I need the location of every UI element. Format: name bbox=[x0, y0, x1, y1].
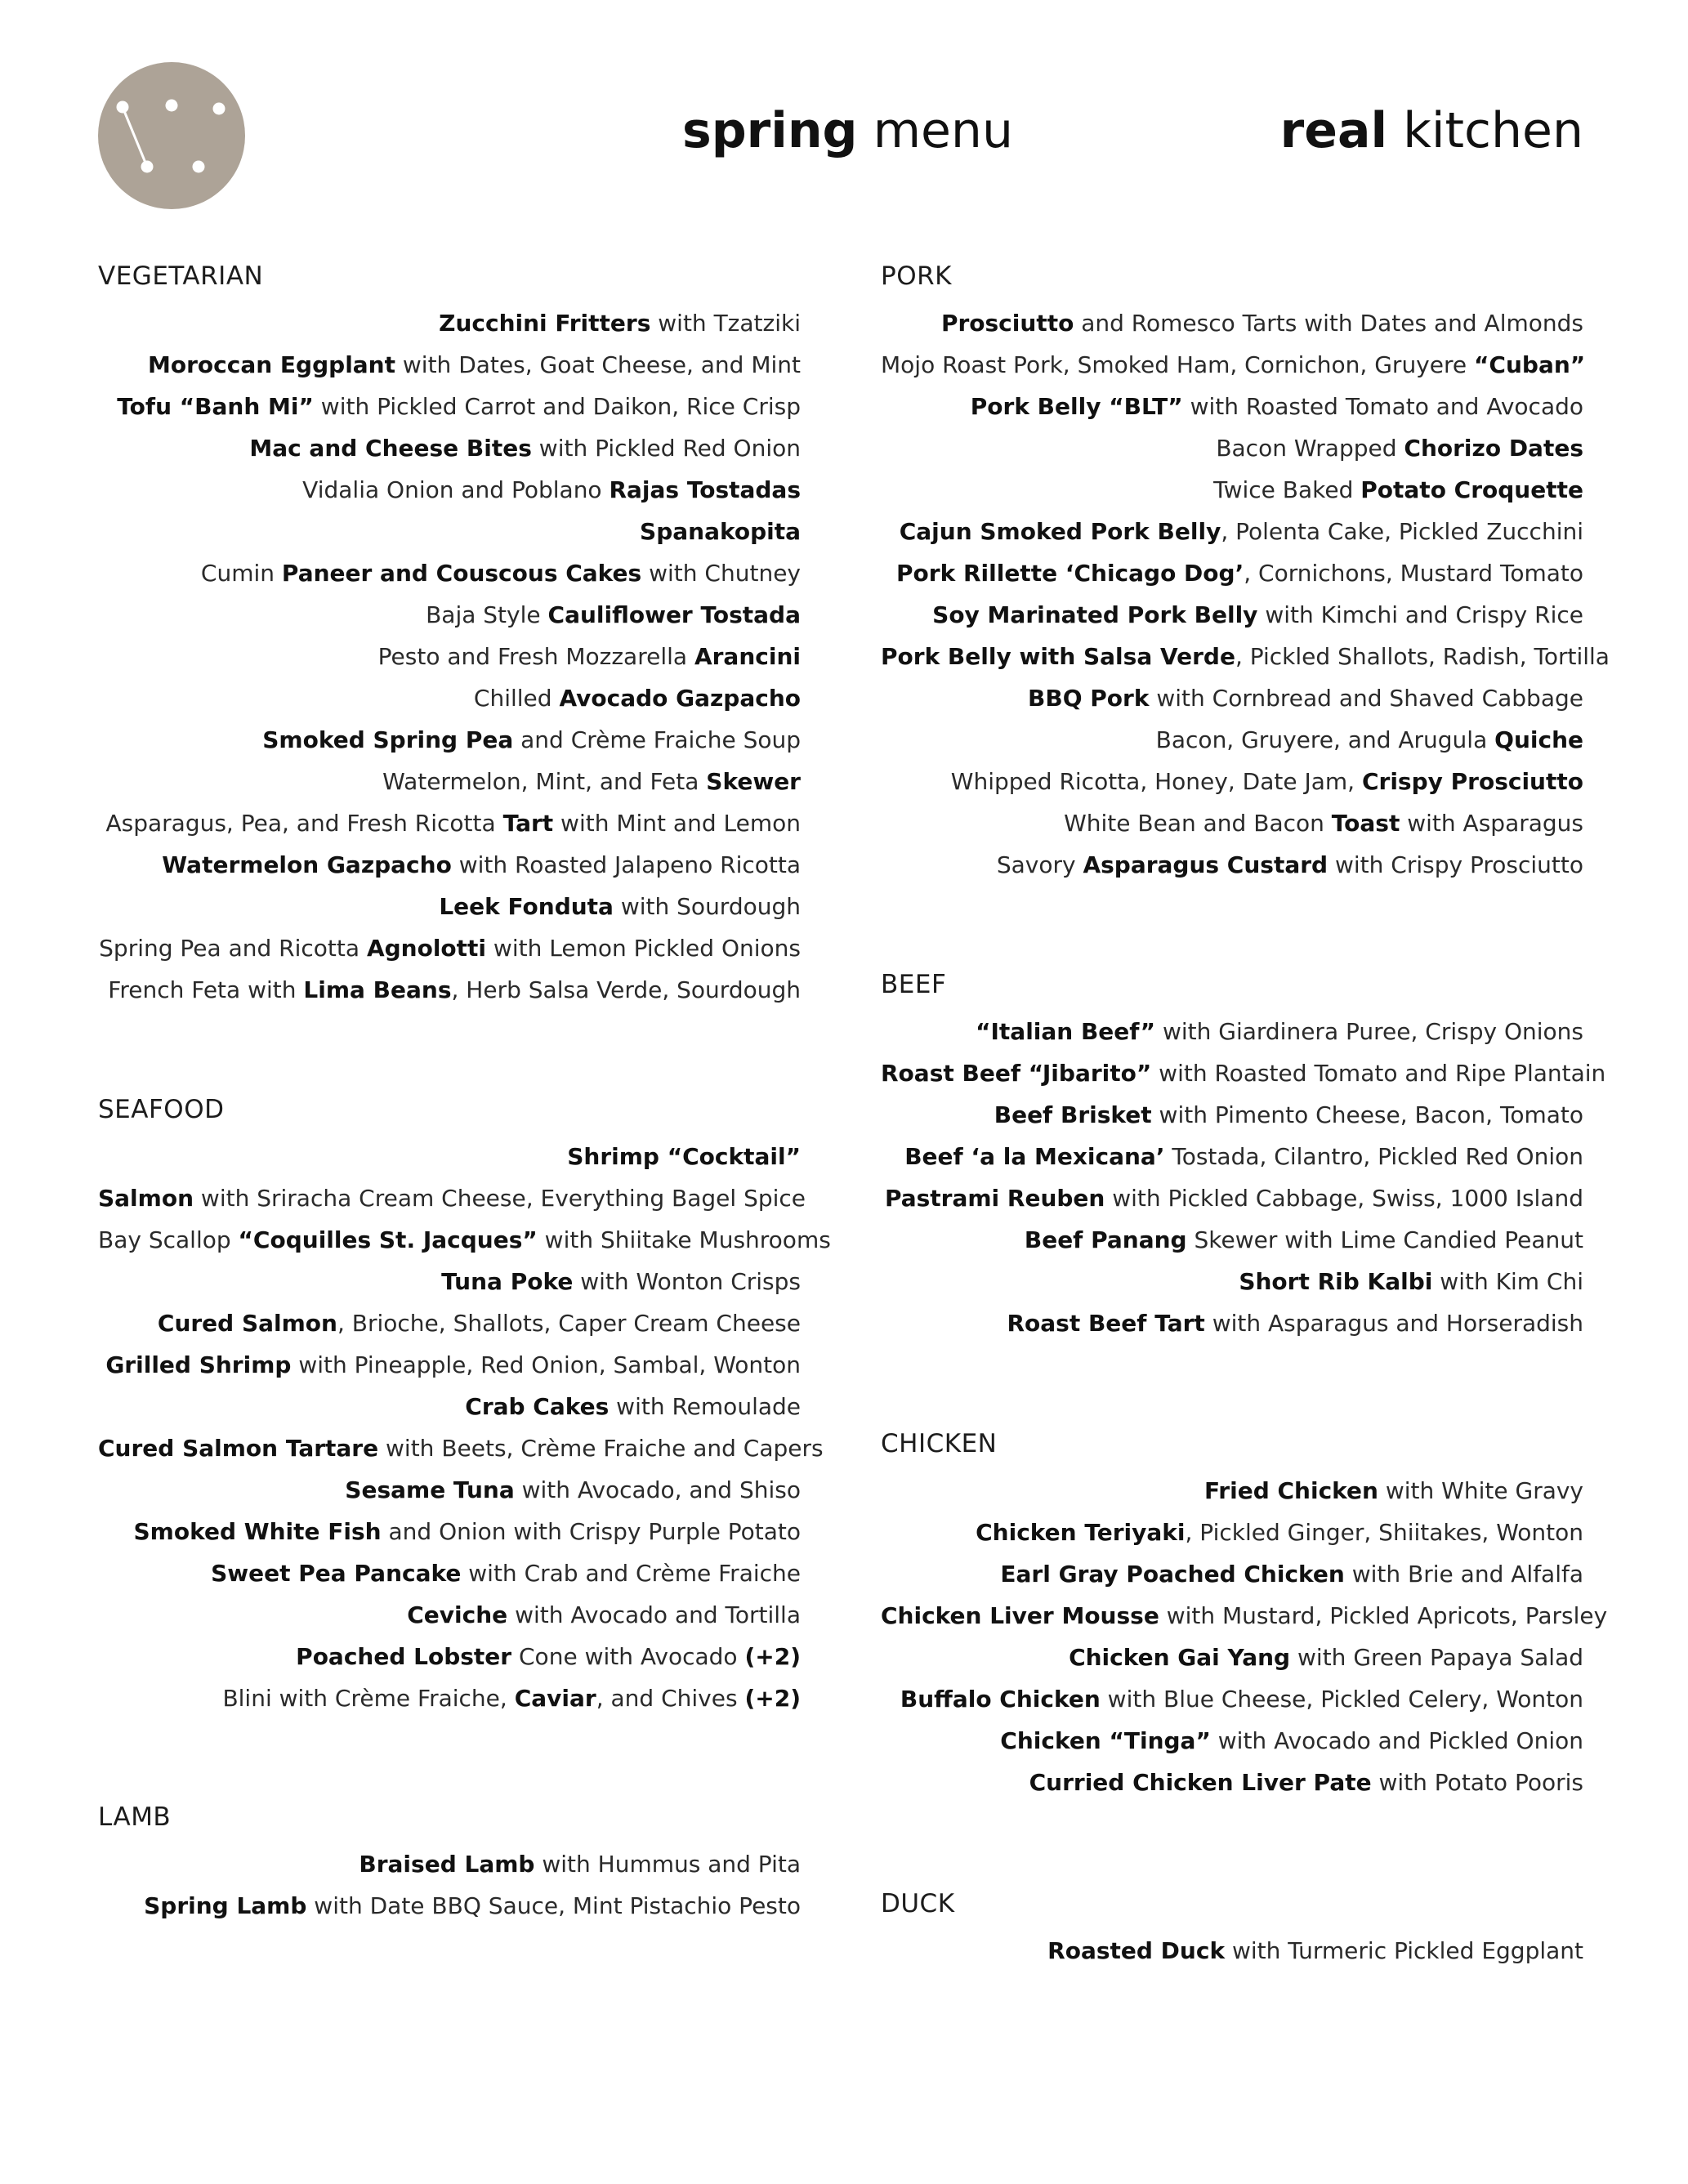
dish-name: Cured Salmon Tartare bbox=[98, 1435, 379, 1462]
dish-name: Chorizo Dates bbox=[1404, 435, 1583, 462]
dish-description: Baja Style bbox=[426, 601, 548, 628]
menu-item bbox=[98, 1219, 831, 1261]
dish-name: Smoked White Fish bbox=[133, 1518, 382, 1545]
menu-item bbox=[881, 1512, 1583, 1553]
dish-description: with Lemon Pickled Onions bbox=[486, 935, 801, 962]
dish-description: with Potato Pooris bbox=[1371, 1769, 1583, 1796]
menu-item bbox=[881, 594, 1583, 636]
dish-description: Bacon Wrapped bbox=[1216, 435, 1404, 462]
brand-title-light: kitchen bbox=[1403, 102, 1583, 159]
dish-name: Roasted Duck bbox=[1047, 1937, 1226, 1964]
dish-description: Cone with Avocado bbox=[511, 1643, 745, 1670]
dish-name: Mac and Cheese Bites bbox=[249, 435, 532, 462]
menu-item bbox=[881, 1219, 1583, 1261]
menu-title bbox=[682, 96, 1013, 165]
dish-description: with Cornbread and Shaved Cabbage bbox=[1149, 685, 1583, 712]
dish-name: Agnolotti bbox=[366, 935, 487, 962]
menu-list bbox=[881, 1930, 1583, 1972]
menu-item bbox=[881, 1177, 1583, 1219]
dish-description: and Romesco Tarts with Dates and Almonds bbox=[1074, 310, 1583, 337]
dish-description: with Kim Chi bbox=[1432, 1268, 1583, 1295]
dish-name: Asparagus Custard bbox=[1083, 851, 1329, 878]
menu-item bbox=[881, 1678, 1583, 1720]
dish-name: (+2) bbox=[744, 1685, 801, 1712]
menu-item bbox=[98, 1843, 801, 1885]
menu-item bbox=[98, 1261, 801, 1302]
dish-name: Chicken Teriyaki bbox=[976, 1519, 1186, 1546]
section-title: VEGETARIAN bbox=[98, 261, 264, 291]
menu-item bbox=[881, 1637, 1583, 1678]
menu-item bbox=[98, 386, 801, 427]
dish-name: Beef Brisket bbox=[994, 1101, 1152, 1128]
dish-description: with Asparagus and Horseradish bbox=[1204, 1310, 1583, 1337]
menu-item bbox=[881, 344, 1586, 386]
menu-item bbox=[98, 761, 801, 802]
dish-description: with Green Papaya Salad bbox=[1290, 1644, 1583, 1671]
menu-item bbox=[881, 1762, 1583, 1803]
section-vegetarian bbox=[98, 260, 801, 1011]
dish-description: with Pimento Cheese, Bacon, Tomato bbox=[1151, 1101, 1583, 1128]
menu-item bbox=[98, 302, 801, 344]
menu-item bbox=[98, 677, 801, 719]
menu-item bbox=[881, 469, 1583, 511]
dish-description: with Roasted Jalapeno Ricotta bbox=[451, 851, 801, 878]
dish-name: Rajas Tostadas bbox=[609, 476, 801, 503]
dish-name: Beef Panang bbox=[1024, 1226, 1187, 1253]
dish-description: with Date BBQ Sauce, Mint Pistachio Pesto bbox=[306, 1892, 801, 1919]
dish-description: with Chutney bbox=[641, 560, 801, 587]
dish-description: with Turmeric Pickled Eggplant bbox=[1225, 1937, 1583, 1964]
menu-item bbox=[98, 927, 801, 969]
menu-list bbox=[881, 302, 1610, 886]
section-seafood bbox=[98, 1093, 831, 1719]
dish-name: Tofu “Banh Mi” bbox=[117, 393, 314, 420]
dish-name: Crab Cakes bbox=[465, 1393, 610, 1420]
dish-description: with Pickled Red Onion bbox=[531, 435, 801, 462]
menu-item bbox=[98, 1511, 801, 1552]
menu-item bbox=[98, 886, 801, 927]
brand-title bbox=[1280, 96, 1583, 165]
dish-name: Sweet Pea Pancake bbox=[211, 1560, 462, 1587]
dish-name: Roast Beef “Jibarito” bbox=[881, 1060, 1152, 1087]
menu-item bbox=[881, 511, 1583, 552]
dish-description: with Pineapple, Red Onion, Sambal, Wonton bbox=[291, 1351, 801, 1378]
menu-item bbox=[881, 1052, 1606, 1094]
dish-description: Blini with Crème Fraiche, bbox=[222, 1685, 515, 1712]
dish-description: with Blue Cheese, Pickled Celery, Wonton bbox=[1100, 1686, 1583, 1713]
constellation-logo-icon bbox=[98, 62, 245, 209]
dish-name: Avocado Gazpacho bbox=[559, 685, 801, 712]
dish-name: Shrimp “Cocktail” bbox=[567, 1143, 801, 1170]
dish-description: Whipped Ricotta, Honey, Date Jam, bbox=[950, 768, 1362, 795]
dish-description: and Crème Fraiche Soup bbox=[513, 726, 801, 753]
menu-item bbox=[98, 1344, 801, 1386]
dish-description: with Mustard, Pickled Apricots, Parsley bbox=[1159, 1602, 1608, 1629]
dish-description: with Pickled Carrot and Daikon, Rice Crisp bbox=[313, 393, 801, 420]
dish-description: , Pickled Shallots, Radish, Tortilla bbox=[1235, 643, 1610, 670]
dish-name: Smoked Spring Pea bbox=[262, 726, 514, 753]
dish-description: Pesto and Fresh Mozzarella bbox=[377, 643, 694, 670]
menu-item bbox=[881, 1011, 1583, 1052]
dish-description: , and Chives bbox=[596, 1685, 745, 1712]
dish-name: BBQ Pork bbox=[1028, 685, 1150, 712]
dish-description: Vidalia Onion and Poblano bbox=[302, 476, 610, 503]
dish-description: , Herb Salsa Verde, Sourdough bbox=[451, 976, 801, 1003]
menu-item bbox=[98, 1177, 806, 1219]
dish-name: Short Rib Kalbi bbox=[1239, 1268, 1433, 1295]
menu-item bbox=[98, 511, 801, 552]
dish-name: Grilled Shrimp bbox=[105, 1351, 292, 1378]
dish-name: Lima Beans bbox=[303, 976, 452, 1003]
menu-list bbox=[881, 1470, 1608, 1803]
menu-item bbox=[881, 1094, 1583, 1136]
section-title: BEEF bbox=[881, 970, 947, 999]
dish-description: Savory bbox=[996, 851, 1083, 878]
section-duck bbox=[881, 1887, 1583, 1972]
dish-description: with Pickled Cabbage, Swiss, 1000 Island bbox=[1105, 1185, 1583, 1212]
dish-description: with Remoulade bbox=[609, 1393, 801, 1420]
menu-item bbox=[98, 636, 801, 677]
dish-name: Earl Gray Poached Chicken bbox=[1000, 1561, 1345, 1588]
dish-description: Asparagus, Pea, and Fresh Ricotta bbox=[105, 810, 503, 837]
menu-item bbox=[98, 1552, 801, 1594]
section-title: CHICKEN bbox=[881, 1429, 998, 1458]
dish-name: Prosciutto bbox=[940, 310, 1074, 337]
dish-name: Crispy Prosciutto bbox=[1361, 768, 1583, 795]
dish-name: Paneer and Couscous Cakes bbox=[281, 560, 642, 587]
menu-item bbox=[98, 1885, 801, 1927]
dish-name: Pork Belly “BLT” bbox=[970, 393, 1183, 420]
menu-list bbox=[98, 1136, 831, 1719]
menu-item bbox=[881, 552, 1583, 594]
menu-item bbox=[881, 1553, 1583, 1595]
dish-name: Roast Beef Tart bbox=[1007, 1310, 1205, 1337]
menu-list bbox=[98, 302, 801, 1011]
dish-name: Soy Marinated Pork Belly bbox=[932, 601, 1258, 628]
dish-name: Cured Salmon bbox=[157, 1310, 337, 1337]
dish-description: with Avocado and Tortilla bbox=[507, 1601, 801, 1628]
menu-item bbox=[881, 1261, 1583, 1302]
dish-name: Pastrami Reuben bbox=[884, 1185, 1105, 1212]
dish-description: with Hummus and Pita bbox=[534, 1851, 801, 1878]
dish-description: Mojo Roast Pork, Smoked Ham, Cornichon, Gruyere bbox=[881, 351, 1475, 378]
menu-item bbox=[881, 802, 1583, 844]
dish-name: Leek Fonduta bbox=[439, 893, 614, 920]
dish-name: Toast bbox=[1331, 810, 1400, 837]
menu-item bbox=[98, 427, 801, 469]
dish-description: with Dates, Goat Cheese, and Mint bbox=[395, 351, 801, 378]
dish-name: Buffalo Chicken bbox=[900, 1686, 1101, 1713]
menu-item bbox=[881, 677, 1583, 719]
menu-item bbox=[98, 1677, 801, 1719]
dish-name: Quiche bbox=[1494, 726, 1583, 753]
dish-name: (+2) bbox=[744, 1643, 801, 1670]
dish-description: with Mint and Lemon bbox=[553, 810, 801, 837]
dish-name: Pork Rillette ‘Chicago Dog’ bbox=[896, 560, 1244, 587]
dish-description: with Tzatziki bbox=[650, 310, 801, 337]
section-title: LAMB bbox=[98, 1802, 172, 1832]
menu-item bbox=[98, 1386, 801, 1427]
menu-item bbox=[881, 1302, 1583, 1344]
dish-description: with Crispy Prosciutto bbox=[1328, 851, 1583, 878]
dish-description: with Giardinera Puree, Crispy Onions bbox=[1155, 1018, 1583, 1045]
dish-name: Spring Lamb bbox=[144, 1892, 307, 1919]
menu-title-light: menu bbox=[873, 102, 1013, 159]
dish-name: Ceviche bbox=[407, 1601, 508, 1628]
section-lamb bbox=[98, 1801, 801, 1927]
dish-name: Cajun Smoked Pork Belly bbox=[899, 518, 1221, 545]
dish-description: with Avocado, and Shiso bbox=[514, 1476, 801, 1503]
dish-description: with Beets, Crème Fraiche and Capers bbox=[378, 1435, 824, 1462]
dish-description: with White Gravy bbox=[1378, 1477, 1583, 1504]
brand-title-bold: real bbox=[1279, 102, 1388, 159]
dish-name: Spanakopita bbox=[640, 518, 801, 545]
dish-name: Fried Chicken bbox=[1203, 1477, 1378, 1504]
dish-name: Tart bbox=[502, 810, 554, 837]
section-title: PORK bbox=[881, 261, 952, 291]
dish-name: Poached Lobster bbox=[296, 1643, 512, 1670]
dish-name: Tuna Poke bbox=[441, 1268, 574, 1295]
dish-name: “Coquilles St. Jacques” bbox=[238, 1226, 538, 1253]
dish-description: Chilled bbox=[473, 685, 560, 712]
menu-title-bold: spring bbox=[682, 102, 858, 159]
menu-item bbox=[881, 844, 1583, 886]
dish-name: Beef ‘a la Mexicana’ bbox=[904, 1143, 1165, 1170]
menu-item bbox=[881, 719, 1583, 761]
dish-description: Spring Pea and Ricotta bbox=[99, 935, 367, 962]
dish-description: French Feta with bbox=[108, 976, 304, 1003]
dish-description: with Sriracha Cream Cheese, Everything Bagel Spice bbox=[194, 1185, 806, 1212]
menu-item bbox=[98, 1594, 801, 1636]
menu-item bbox=[98, 719, 801, 761]
dish-name: Chicken “Tinga” bbox=[1000, 1727, 1211, 1754]
dish-description: with Brie and Alfalfa bbox=[1344, 1561, 1583, 1588]
dish-name: Chicken Liver Mousse bbox=[881, 1602, 1159, 1629]
dish-description: Watermelon, Mint, and Feta bbox=[382, 768, 707, 795]
dish-name: Sesame Tuna bbox=[345, 1476, 515, 1503]
dish-name: “Italian Beef” bbox=[976, 1018, 1156, 1045]
dish-description: with Kimchi and Crispy Rice bbox=[1257, 601, 1583, 628]
menu-item bbox=[881, 427, 1583, 469]
dish-name: Braised Lamb bbox=[359, 1851, 535, 1878]
menu-item bbox=[881, 1595, 1608, 1637]
section-pork bbox=[881, 260, 1610, 886]
menu-list bbox=[881, 1011, 1606, 1344]
dish-description: with Crab and Crème Fraiche bbox=[461, 1560, 801, 1587]
dish-description: with Wonton Crisps bbox=[573, 1268, 801, 1295]
menu-item bbox=[881, 1136, 1583, 1177]
dish-name: Moroccan Eggplant bbox=[148, 351, 395, 378]
menu-item bbox=[98, 1302, 801, 1344]
menu-item bbox=[98, 1636, 801, 1677]
menu-item bbox=[881, 636, 1610, 677]
dish-description: White Bean and Bacon bbox=[1064, 810, 1332, 837]
dish-name: Zucchini Fritters bbox=[439, 310, 651, 337]
dish-description: , Cornichons, Mustard Tomato bbox=[1244, 560, 1583, 587]
dish-description: Bacon, Gruyere, and Arugula bbox=[1155, 726, 1495, 753]
dish-name: Watermelon Gazpacho bbox=[162, 851, 452, 878]
menu-list bbox=[98, 1843, 801, 1927]
dish-name: Cauliflower Tostada bbox=[547, 601, 801, 628]
section-chicken bbox=[881, 1427, 1608, 1803]
section-title: SEAFOOD bbox=[98, 1095, 225, 1124]
dish-name: Curried Chicken Liver Pate bbox=[1029, 1769, 1372, 1796]
menu-item bbox=[98, 469, 801, 511]
menu-item bbox=[98, 344, 801, 386]
dish-description: Bay Scallop bbox=[98, 1226, 239, 1253]
dish-name: Arancini bbox=[694, 643, 801, 670]
menu-item bbox=[881, 386, 1583, 427]
menu-item bbox=[98, 1469, 801, 1511]
dish-description: and Onion with Crispy Purple Potato bbox=[381, 1518, 801, 1545]
menu-item bbox=[881, 1930, 1583, 1972]
menu-item bbox=[881, 1720, 1583, 1762]
section-beef bbox=[881, 968, 1606, 1344]
menu-item bbox=[881, 1470, 1583, 1512]
dish-name: Salmon bbox=[98, 1185, 194, 1212]
dish-description: with Sourdough bbox=[613, 893, 801, 920]
dish-description: Cumin bbox=[200, 560, 282, 587]
menu-item bbox=[881, 761, 1583, 802]
dish-description: , Brioche, Shallots, Caper Cream Cheese bbox=[337, 1310, 801, 1337]
dish-description: , Pickled Ginger, Shiitakes, Wonton bbox=[1185, 1519, 1583, 1546]
menu-item bbox=[881, 302, 1583, 344]
dish-description: with Roasted Tomato and Avocado bbox=[1182, 393, 1583, 420]
menu-item bbox=[98, 1427, 824, 1469]
menu-item bbox=[98, 594, 801, 636]
dish-description: , Polenta Cake, Pickled Zucchini bbox=[1221, 518, 1583, 545]
dish-name: “Cuban” bbox=[1474, 351, 1586, 378]
menu-item bbox=[98, 969, 801, 1011]
dish-name: Potato Croquette bbox=[1360, 476, 1583, 503]
dish-description: with Avocado and Pickled Onion bbox=[1210, 1727, 1583, 1754]
dish-description: Twice Baked bbox=[1213, 476, 1361, 503]
section-title: DUCK bbox=[881, 1889, 955, 1918]
dish-description: with Asparagus bbox=[1400, 810, 1583, 837]
menu-item bbox=[98, 1136, 801, 1177]
menu-item bbox=[98, 552, 801, 594]
dish-description: with Shiitake Mushrooms bbox=[537, 1226, 831, 1253]
dish-description: Tostada, Cilantro, Pickled Red Onion bbox=[1164, 1143, 1583, 1170]
dish-name: Chicken Gai Yang bbox=[1069, 1644, 1291, 1671]
dish-description: with Roasted Tomato and Ripe Plantain bbox=[1151, 1060, 1606, 1087]
menu-item bbox=[98, 844, 801, 886]
dish-name: Caviar bbox=[514, 1685, 596, 1712]
dish-name: Pork Belly with Salsa Verde bbox=[881, 643, 1235, 670]
dish-name: Skewer bbox=[706, 768, 801, 795]
menu-item bbox=[98, 802, 801, 844]
dish-description: Skewer with Lime Candied Peanut bbox=[1186, 1226, 1583, 1253]
